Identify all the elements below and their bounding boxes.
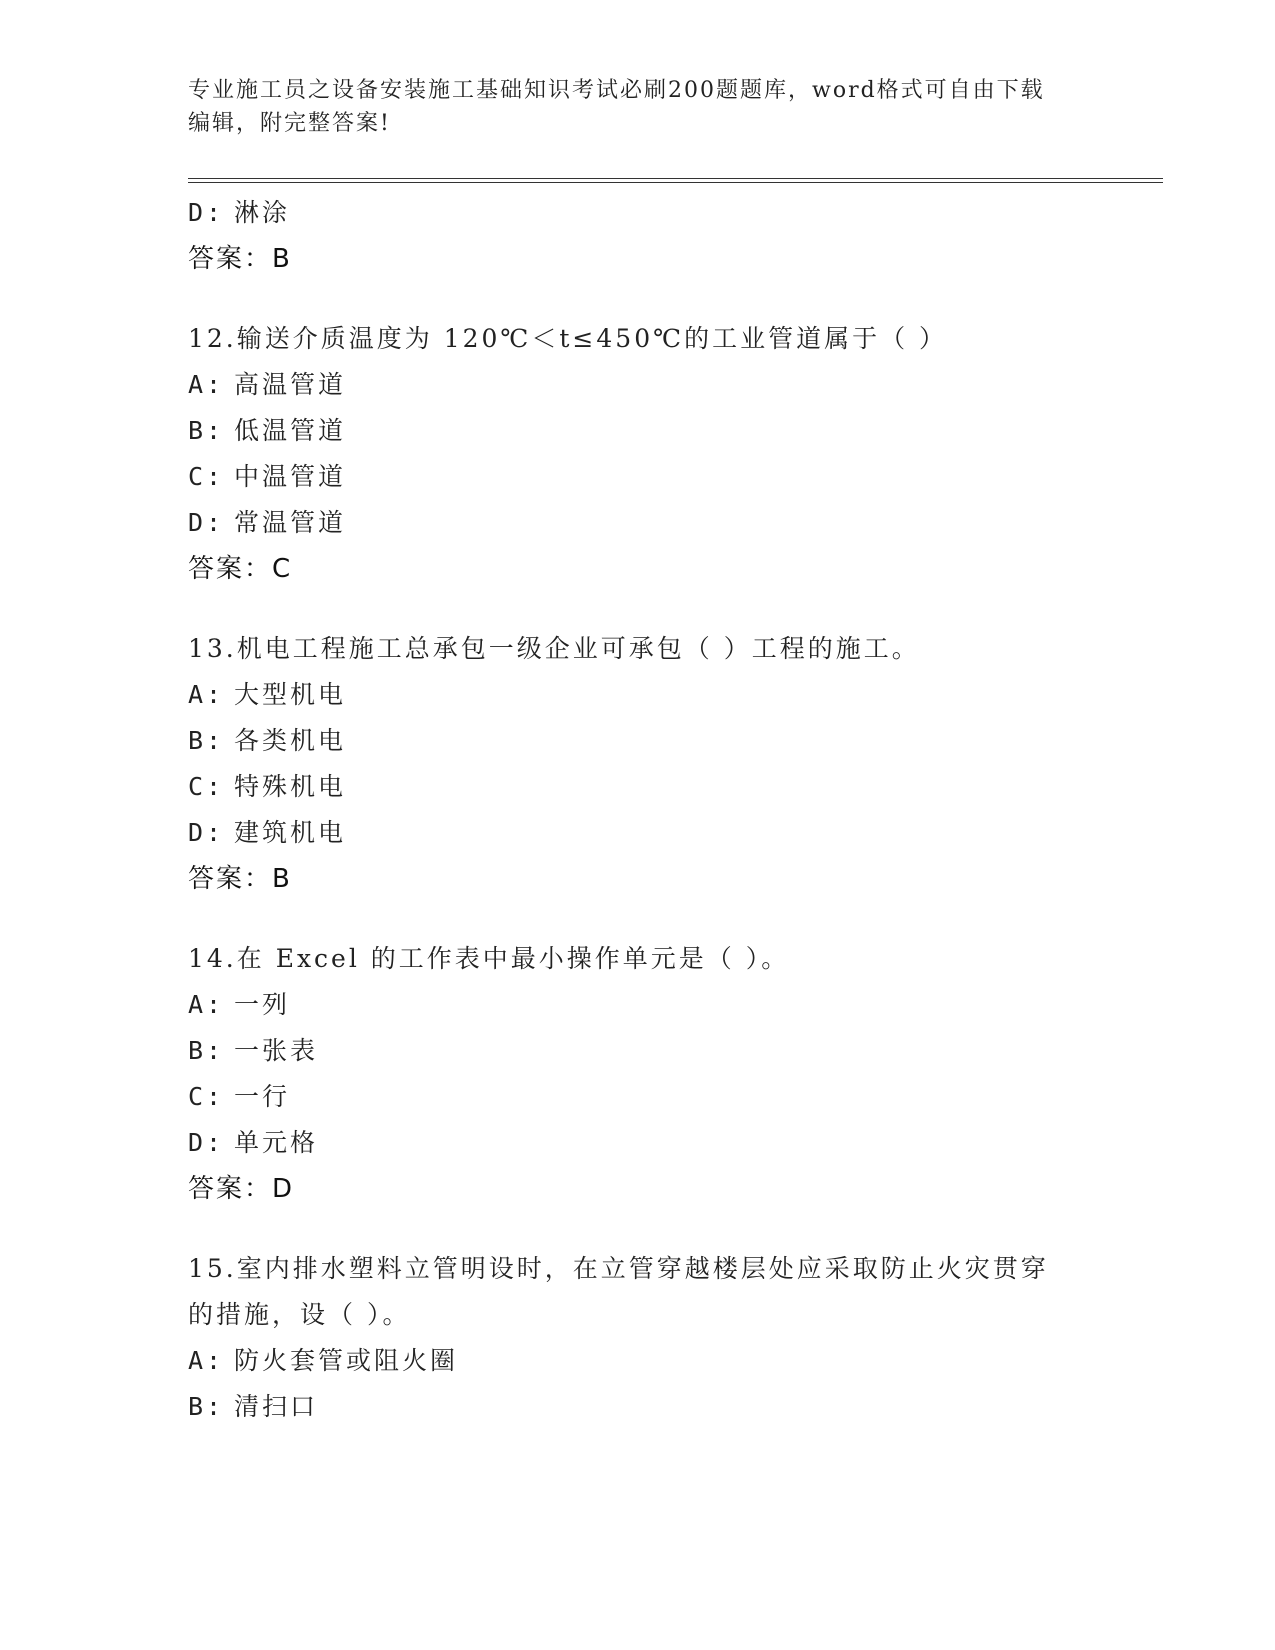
option-text: 低温管道 bbox=[234, 416, 347, 445]
q14-answer: 答案：D bbox=[188, 1174, 295, 1204]
question-14-text: 14.在 Excel 的工作表中最小操作单元是（ ）。 bbox=[188, 944, 790, 973]
question-13-text: 13.机电工程施工总承包一级企业可承包（ ）工程的施工。 bbox=[188, 634, 920, 663]
q13-answer: 答案：B bbox=[188, 864, 292, 894]
option-text: 一张表 bbox=[234, 1036, 319, 1065]
q12-answer: 答案：C bbox=[188, 554, 293, 584]
option-letter: D: bbox=[188, 1128, 225, 1157]
header-line-1: 专业施工员之设备安装施工基础知识考试必刷200题题库，word格式可自由下载 bbox=[188, 78, 1045, 103]
option-text: 防火套管或阻火圈 bbox=[234, 1346, 459, 1375]
option-letter: B: bbox=[188, 1036, 225, 1065]
option-letter: C: bbox=[188, 1082, 225, 1111]
option-letter: A: bbox=[188, 990, 225, 1019]
question-15-text bbox=[188, 1246, 1088, 1338]
question-12-text: 12.输送介质温度为 120℃＜t≤450℃的工业管道属于（ ） bbox=[188, 324, 948, 353]
header-double-rule bbox=[188, 178, 1163, 183]
option-text: 建筑机电 bbox=[234, 818, 347, 847]
option-letter: B: bbox=[188, 726, 225, 755]
prev-answer: 答案：B bbox=[188, 244, 292, 274]
question-list bbox=[188, 190, 1163, 1430]
option-text: 大型机电 bbox=[234, 680, 347, 709]
q14-option-c bbox=[188, 1074, 1163, 1120]
option-text: 单元格 bbox=[234, 1128, 319, 1157]
q14-option-d bbox=[188, 1120, 1163, 1166]
option-letter: B: bbox=[188, 1392, 225, 1421]
option-letter: D: bbox=[188, 198, 225, 227]
option-text: 淋涂 bbox=[234, 198, 291, 227]
option-letter: D: bbox=[188, 818, 225, 847]
option-text: 一行 bbox=[234, 1082, 291, 1111]
q12-option-c bbox=[188, 454, 1163, 500]
option-letter: A: bbox=[188, 680, 225, 709]
option-letter: B: bbox=[188, 416, 225, 445]
q14-option-b bbox=[188, 1028, 1163, 1074]
q13-option-a bbox=[188, 672, 1163, 718]
option-letter: C: bbox=[188, 462, 225, 491]
q15-option-a bbox=[188, 1338, 1163, 1384]
q12-option-b bbox=[188, 408, 1163, 454]
option-text: 各类机电 bbox=[234, 726, 347, 755]
option-text: 高温管道 bbox=[234, 370, 347, 399]
document-header bbox=[188, 74, 1088, 140]
option-text: 清扫口 bbox=[234, 1392, 319, 1421]
prev-option-d bbox=[188, 190, 1163, 236]
option-letter: C: bbox=[188, 772, 225, 801]
q13-option-d bbox=[188, 810, 1163, 856]
q12-option-d bbox=[188, 500, 1163, 546]
q12-option-a bbox=[188, 362, 1163, 408]
option-letter: A: bbox=[188, 370, 225, 399]
q15-option-b bbox=[188, 1384, 1163, 1430]
option-text: 常温管道 bbox=[234, 508, 347, 537]
q13-option-c bbox=[188, 764, 1163, 810]
option-letter: A: bbox=[188, 1346, 225, 1375]
option-text: 中温管道 bbox=[234, 462, 347, 491]
option-letter: D: bbox=[188, 508, 225, 537]
question-15-line-2: 的措施，设（ ）。 bbox=[188, 1300, 411, 1329]
header-line-2: 编辑，附完整答案! bbox=[188, 111, 391, 136]
option-text: 一列 bbox=[234, 990, 291, 1019]
q13-option-b bbox=[188, 718, 1163, 764]
question-15-line-1: 15.室内排水塑料立管明设时，在立管穿越楼层处应采取防止火灾贯穿 bbox=[188, 1254, 1049, 1283]
q14-option-a bbox=[188, 982, 1163, 1028]
option-text: 特殊机电 bbox=[234, 772, 347, 801]
